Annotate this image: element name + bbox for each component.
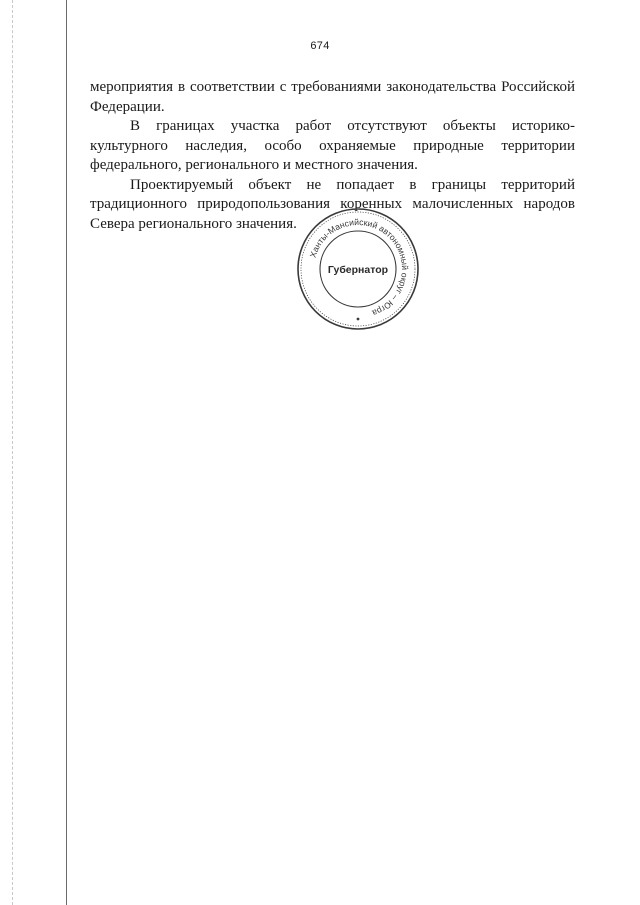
governor-seal-stamp: [294, 205, 422, 333]
paragraph-heritage-objects: В границах участка работ отсутствуют объекты историко-культурного наследия, особо охраняемые природные территории федерального, регионального и местного значения.: [90, 118, 575, 173]
scan-edge-line: [12, 0, 13, 905]
seal-dot-mark: [357, 318, 360, 321]
paragraph-continuation: мероприятия в соответствии с требованиями законодательства Российской Федерации.: [90, 79, 575, 115]
left-margin-line: [66, 0, 67, 905]
seal-graphic: [294, 205, 422, 333]
paragraph-traditional-territories: Проектируемый объект не попадает в границы территорий традиционного природопользования коренных малочисленных народов Севера регионального значения.: [90, 176, 575, 232]
seal-ring-text: Ханты-Мансийский автономный округ – Югра: [307, 216, 411, 319]
seal-center-text: Губернатор: [327, 264, 389, 276]
page-number: 674: [310, 40, 330, 52]
